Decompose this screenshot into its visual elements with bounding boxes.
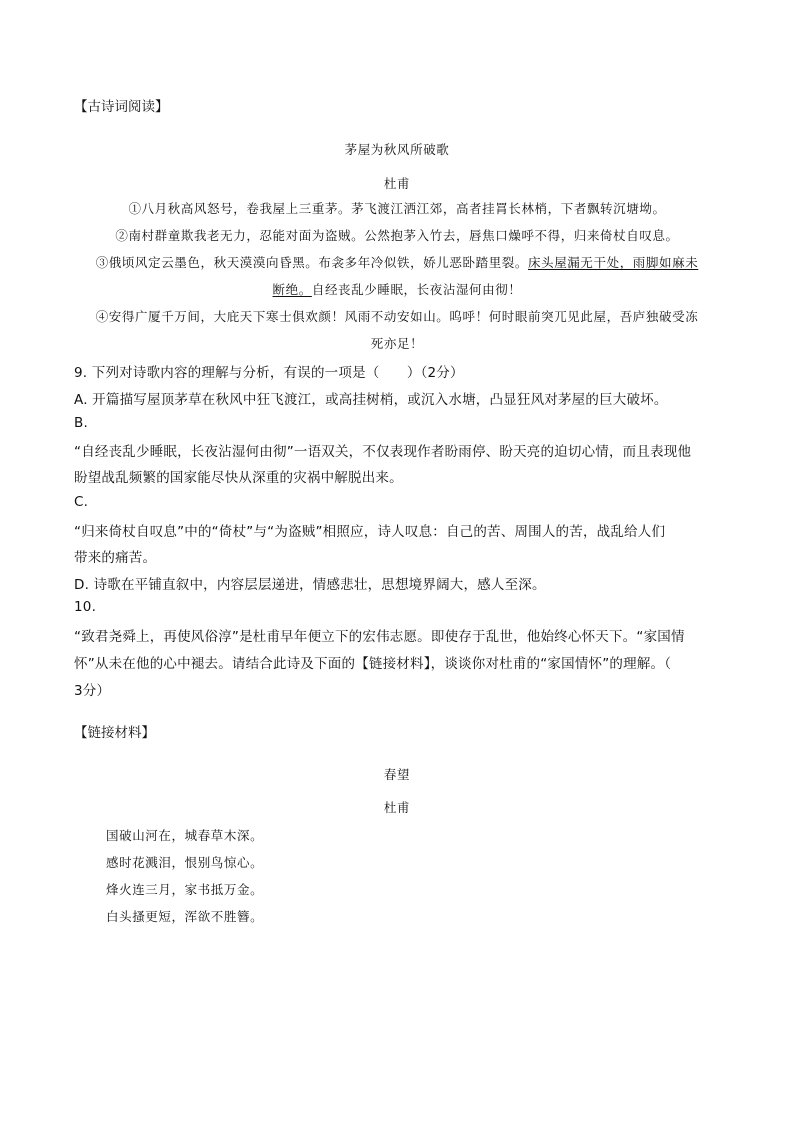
question-9-stem: 9. 下列对诗歌内容的理解与分析，有误的一项是（ ）（2分）: [74, 365, 464, 381]
option-c-label: C.: [74, 494, 89, 510]
option-a: A. 开篇描写屋顶茅草在秋风中狂飞渡江，或高挂树梢，或沉入水塘，凸显狂风对茅屋的巨大破坏。: [74, 392, 668, 408]
poem-stanza-3-line-1: [0, 253, 794, 271]
poem2-line: 白头搔更短，浑欲不胜簪。: [106, 909, 264, 924]
poem2-line: 烽火连三月，家书抵万金。: [106, 882, 264, 897]
option-b-label: B.: [74, 415, 88, 431]
section-heading-linked-material: 【链接材料】: [74, 725, 155, 741]
poem-stanza-2: ②南村群童欺我老无力，忍能对面为盗贼。公然抱茅入竹去，唇焦口燥呼不得，归来倚杖自叹息。: [115, 228, 679, 243]
poem2-title: 春望: [383, 767, 411, 782]
underlined-phrase-end: 断绝。: [272, 282, 312, 297]
poem-stanza-3-line-2: [0, 280, 794, 298]
question-10-line-2: 怀”从未在他的心中褪去。请结合此诗及下面的【链接材料】，谈谈你对杜甫的“家国情怀”的理解。（: [74, 656, 672, 672]
option-d: D. 诗歌在平铺直叙中，内容层层递进，情感悲壮，思想境界阔大，感人至深。: [74, 577, 546, 593]
poem2-line: 国破山河在，城春草木深。: [106, 828, 264, 843]
option-b-line-1: “自经丧乱少睡眠，长夜沾湿何由彻”一语双关，不仅表现作者盼雨停、盼天亮的迫切心情，而且表现他: [74, 444, 692, 460]
option-b-line-2: 盼望战乱频繁的国家能尽快从深重的灾祸中解脱出来。: [74, 470, 403, 486]
section-heading-ancient-poetry: 【古诗词阅读】: [74, 99, 169, 115]
poem-stanza-4-line-1: ④安得广厦千万间，大庇天下寒士俱欢颜！风雨不动安如山。呜呼！何时眼前突兀见此屋，吾庐独破受冻: [95, 309, 699, 324]
poem2-line: 感时花溅泪，恨别鸟惊心。: [106, 855, 264, 870]
option-c-line-1: “归来倚杖自叹息”中的“倚杖”与“为盗贼”相照应，诗人叹息：自己的苦、周围人的苦，战乱给人们: [74, 524, 666, 540]
underlined-phrase: 床头屋漏无干处，雨脚如麻未: [528, 255, 699, 270]
poem-stanza-1: ①八月秋高风怒号，卷我屋上三重茅。茅飞渡江洒江郊，高者挂罥长林梢，下者飘转沉塘坳。: [128, 201, 666, 216]
poem-stanza-4-line-2: 死亦足！: [370, 336, 424, 351]
question-10-line-3: 3分）: [74, 683, 111, 699]
poem-author: 杜甫: [383, 176, 411, 191]
question-10-number: 10.: [74, 599, 97, 615]
stanza-3-text: ③俄顷风定云墨色，秋天漠漠向昏黑。布衾多年冷似铁，娇儿恶卧踏里裂。: [95, 255, 528, 270]
option-c-line-2: 带来的痛苦。: [74, 550, 157, 566]
stanza-3-text-end: 自经丧乱少睡眠，长夜沾湿何由彻！: [311, 282, 522, 297]
question-10-line-1: “致君尧舜上，再使风俗淳”是杜甫早年便立下的宏伟志愿。即使存于乱世，他始终心怀天下。“家国情: [74, 629, 685, 645]
poem2-author: 杜甫: [383, 800, 411, 815]
poem-title: 茅屋为秋风所破歌: [344, 142, 450, 157]
